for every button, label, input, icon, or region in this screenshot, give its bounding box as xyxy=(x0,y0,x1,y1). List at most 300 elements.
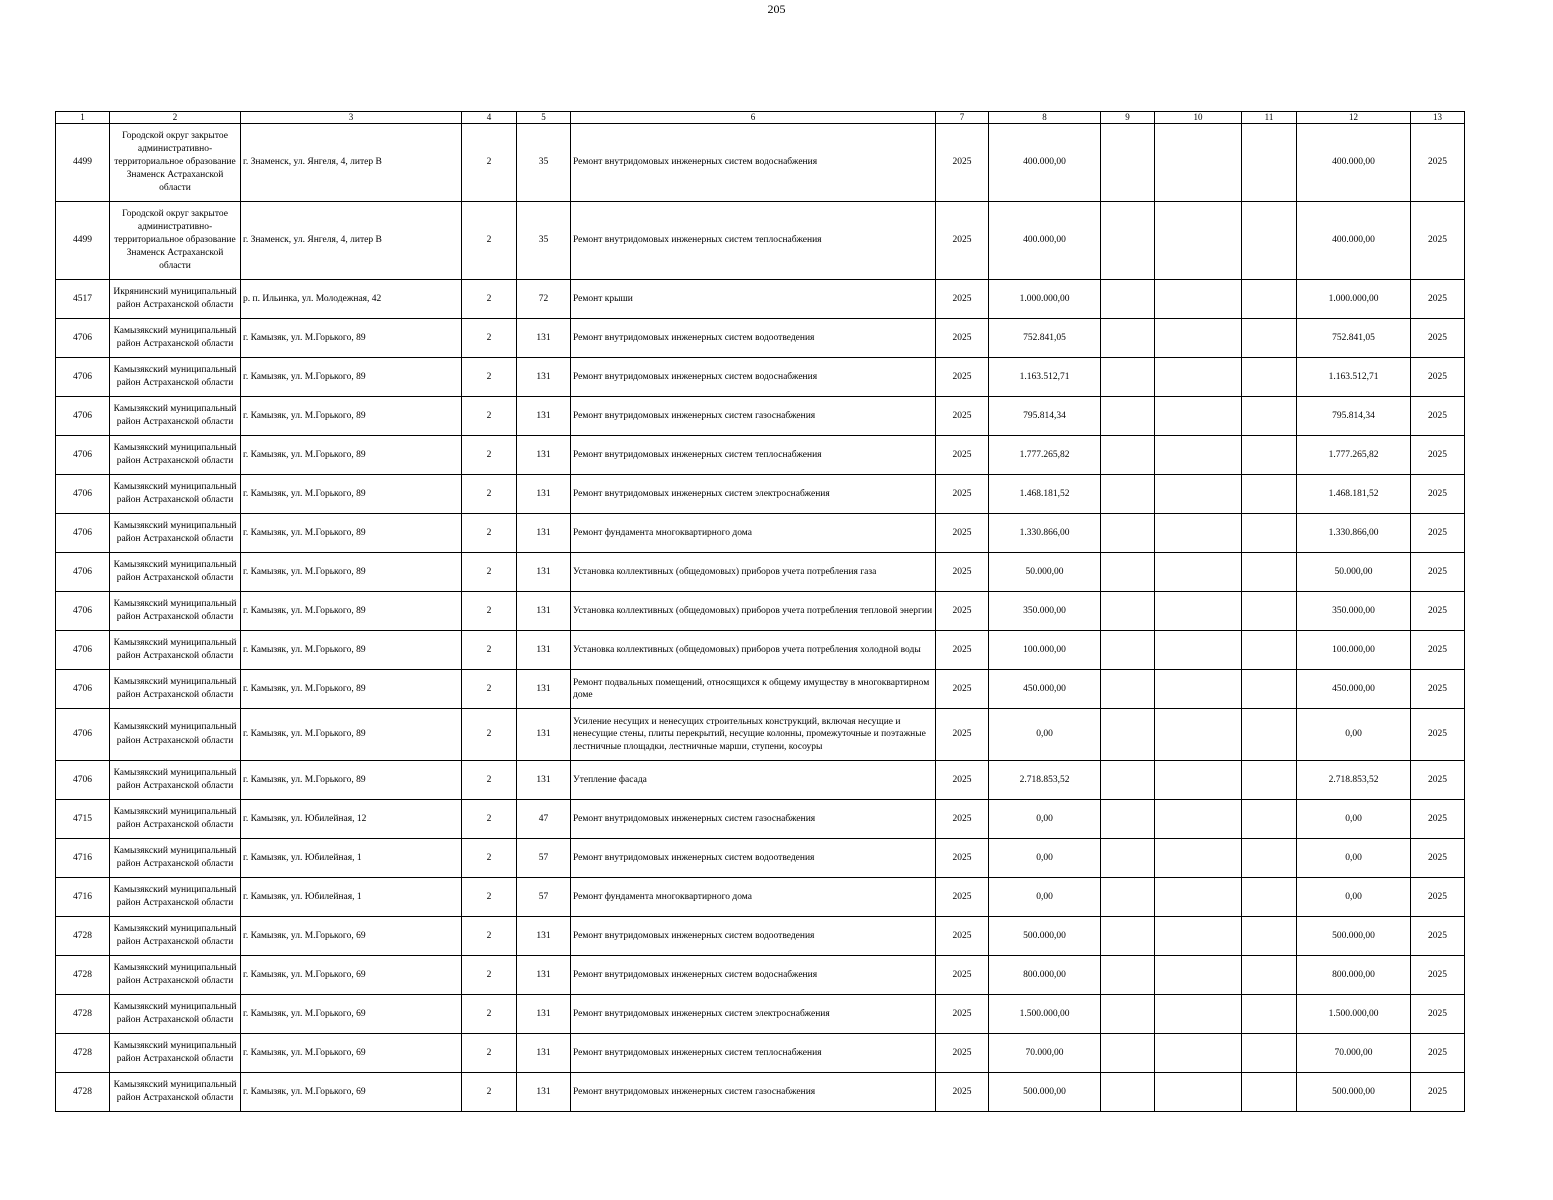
year-cell: 2025 xyxy=(936,592,989,631)
fund-cost-cell: 350.000,00 xyxy=(1297,592,1411,631)
row-number-cell: 4715 xyxy=(56,800,110,839)
row-number-cell: 4728 xyxy=(56,1073,110,1112)
completion-year-cell: 2025 xyxy=(1411,1034,1465,1073)
col11-cell xyxy=(1242,839,1297,878)
municipality-cell: Камызякский муниципальный район Астраханской области xyxy=(110,995,241,1034)
table-row xyxy=(56,1073,1465,1112)
address-cell: г. Камызяк, ул. М.Горького, 89 xyxy=(241,475,462,514)
table-row xyxy=(56,397,1465,436)
total-cost-cell: 2.718.853,52 xyxy=(989,761,1101,800)
total-cost-cell: 100.000,00 xyxy=(989,631,1101,670)
work-type-cell: Ремонт внутридомовых инженерных систем водоснабжения xyxy=(571,124,936,202)
col10-cell xyxy=(1155,475,1242,514)
col11-cell xyxy=(1242,878,1297,917)
year-cell: 2025 xyxy=(936,761,989,800)
work-type-cell: Ремонт внутридомовых инженерных систем электроснабжения xyxy=(571,475,936,514)
column-number-row xyxy=(56,112,1465,124)
fund-cost-cell: 0,00 xyxy=(1297,800,1411,839)
col4-cell: 2 xyxy=(462,202,517,280)
fund-cost-cell: 400.000,00 xyxy=(1297,202,1411,280)
col4-cell: 2 xyxy=(462,878,517,917)
municipality-cell: Камызякский муниципальный район Астраханской области xyxy=(110,436,241,475)
col10-cell xyxy=(1155,436,1242,475)
col5-cell: 35 xyxy=(517,124,571,202)
work-type-cell: Ремонт фундамента многоквартирного дома xyxy=(571,878,936,917)
completion-year-cell: 2025 xyxy=(1411,319,1465,358)
table-row xyxy=(56,878,1465,917)
address-cell: г. Камызяк, ул. М.Горького, 89 xyxy=(241,397,462,436)
work-type-cell: Ремонт внутридомовых инженерных систем газоснабжения xyxy=(571,800,936,839)
fund-cost-cell: 1.163.512,71 xyxy=(1297,358,1411,397)
col5-cell: 131 xyxy=(517,397,571,436)
col11-cell xyxy=(1242,514,1297,553)
col11-cell xyxy=(1242,358,1297,397)
col10-cell xyxy=(1155,397,1242,436)
table-row xyxy=(56,358,1465,397)
completion-year-cell: 2025 xyxy=(1411,917,1465,956)
table-row xyxy=(56,514,1465,553)
total-cost-cell: 0,00 xyxy=(989,709,1101,761)
work-type-cell: Ремонт внутридомовых инженерных систем водоснабжения xyxy=(571,358,936,397)
municipality-cell: Камызякский муниципальный район Астраханской области xyxy=(110,878,241,917)
address-cell: г. Камызяк, ул. М.Горького, 89 xyxy=(241,436,462,475)
col9-cell xyxy=(1101,709,1155,761)
column-number: 9 xyxy=(1101,112,1155,124)
year-cell: 2025 xyxy=(936,709,989,761)
completion-year-cell: 2025 xyxy=(1411,358,1465,397)
col11-cell xyxy=(1242,670,1297,709)
municipality-cell: Городской округ закрытое административно-территориальное образование Знаменск Астраханской области xyxy=(110,202,241,280)
fund-cost-cell: 70.000,00 xyxy=(1297,1034,1411,1073)
completion-year-cell: 2025 xyxy=(1411,670,1465,709)
row-number-cell: 4706 xyxy=(56,709,110,761)
col9-cell xyxy=(1101,592,1155,631)
column-number: 8 xyxy=(989,112,1101,124)
fund-cost-cell: 100.000,00 xyxy=(1297,631,1411,670)
municipality-cell: Камызякский муниципальный район Астраханской области xyxy=(110,670,241,709)
col9-cell xyxy=(1101,514,1155,553)
col5-cell: 57 xyxy=(517,878,571,917)
col4-cell: 2 xyxy=(462,670,517,709)
work-type-cell: Установка коллективных (общедомовых) приборов учета потребления газа xyxy=(571,553,936,592)
work-type-cell: Ремонт подвальных помещений, относящихся к общему имуществу в многоквартирном доме xyxy=(571,670,936,709)
address-cell: г. Знаменск, ул. Янгеля, 4, литер В xyxy=(241,202,462,280)
completion-year-cell: 2025 xyxy=(1411,631,1465,670)
col10-cell xyxy=(1155,956,1242,995)
address-cell: г. Камызяк, ул. М.Горького, 69 xyxy=(241,1034,462,1073)
year-cell: 2025 xyxy=(936,397,989,436)
column-number: 7 xyxy=(936,112,989,124)
municipality-cell: Камызякский муниципальный район Астраханской области xyxy=(110,800,241,839)
address-cell: г. Камызяк, ул. М.Горького, 69 xyxy=(241,917,462,956)
col5-cell: 131 xyxy=(517,1034,571,1073)
table-row xyxy=(56,709,1465,761)
table-row xyxy=(56,202,1465,280)
municipality-cell: Камызякский муниципальный район Астраханской области xyxy=(110,709,241,761)
fund-cost-cell: 500.000,00 xyxy=(1297,1073,1411,1112)
year-cell: 2025 xyxy=(936,1073,989,1112)
col5-cell: 35 xyxy=(517,202,571,280)
col5-cell: 131 xyxy=(517,995,571,1034)
total-cost-cell: 0,00 xyxy=(989,800,1101,839)
year-cell: 2025 xyxy=(936,800,989,839)
col11-cell xyxy=(1242,631,1297,670)
work-type-cell: Ремонт внутридомовых инженерных систем водоотведения xyxy=(571,917,936,956)
table-row xyxy=(56,553,1465,592)
completion-year-cell: 2025 xyxy=(1411,839,1465,878)
col9-cell xyxy=(1101,397,1155,436)
fund-cost-cell: 400.000,00 xyxy=(1297,124,1411,202)
col4-cell: 2 xyxy=(462,124,517,202)
col4-cell: 2 xyxy=(462,436,517,475)
table-row xyxy=(56,592,1465,631)
municipality-cell: Камызякский муниципальный район Астраханской области xyxy=(110,839,241,878)
col10-cell xyxy=(1155,670,1242,709)
completion-year-cell: 2025 xyxy=(1411,761,1465,800)
col11-cell xyxy=(1242,553,1297,592)
col11-cell xyxy=(1242,917,1297,956)
row-number-cell: 4706 xyxy=(56,475,110,514)
col11-cell xyxy=(1242,319,1297,358)
col9-cell xyxy=(1101,436,1155,475)
row-number-cell: 4728 xyxy=(56,995,110,1034)
municipality-cell: Камызякский муниципальный район Астраханской области xyxy=(110,631,241,670)
row-number-cell: 4706 xyxy=(56,592,110,631)
col10-cell xyxy=(1155,878,1242,917)
table-row xyxy=(56,475,1465,514)
col11-cell xyxy=(1242,709,1297,761)
col10-cell xyxy=(1155,709,1242,761)
municipality-cell: Камызякский муниципальный район Астраханской области xyxy=(110,917,241,956)
fund-cost-cell: 500.000,00 xyxy=(1297,917,1411,956)
column-number: 12 xyxy=(1297,112,1411,124)
fund-cost-cell: 1.777.265,82 xyxy=(1297,436,1411,475)
address-cell: г. Камызяк, ул. Юбилейная, 12 xyxy=(241,800,462,839)
col10-cell xyxy=(1155,358,1242,397)
year-cell: 2025 xyxy=(936,124,989,202)
col9-cell xyxy=(1101,1034,1155,1073)
address-cell: г. Камызяк, ул. М.Горького, 89 xyxy=(241,761,462,800)
work-type-cell: Установка коллективных (общедомовых) приборов учета потребления тепловой энергии xyxy=(571,592,936,631)
col4-cell: 2 xyxy=(462,397,517,436)
total-cost-cell: 400.000,00 xyxy=(989,202,1101,280)
address-cell: г. Камызяк, ул. М.Горького, 89 xyxy=(241,358,462,397)
fund-cost-cell: 1.468.181,52 xyxy=(1297,475,1411,514)
completion-year-cell: 2025 xyxy=(1411,995,1465,1034)
work-type-cell: Установка коллективных (общедомовых) приборов учета потребления холодной воды xyxy=(571,631,936,670)
table-row xyxy=(56,124,1465,202)
total-cost-cell: 795.814,34 xyxy=(989,397,1101,436)
address-cell: р. п. Ильинка, ул. Молодежная, 42 xyxy=(241,280,462,319)
capital-repair-table xyxy=(55,111,1465,1112)
completion-year-cell: 2025 xyxy=(1411,1073,1465,1112)
total-cost-cell: 0,00 xyxy=(989,878,1101,917)
year-cell: 2025 xyxy=(936,995,989,1034)
column-number: 1 xyxy=(56,112,110,124)
col11-cell xyxy=(1242,800,1297,839)
total-cost-cell: 500.000,00 xyxy=(989,1073,1101,1112)
col9-cell xyxy=(1101,631,1155,670)
fund-cost-cell: 1.330.866,00 xyxy=(1297,514,1411,553)
col5-cell: 131 xyxy=(517,631,571,670)
col4-cell: 2 xyxy=(462,514,517,553)
address-cell: г. Камызяк, ул. М.Горького, 89 xyxy=(241,709,462,761)
address-cell: г. Камызяк, ул. М.Горького, 89 xyxy=(241,670,462,709)
col5-cell: 131 xyxy=(517,1073,571,1112)
col10-cell xyxy=(1155,592,1242,631)
municipality-cell: Камызякский муниципальный район Астраханской области xyxy=(110,592,241,631)
municipality-cell: Камызякский муниципальный район Астраханской области xyxy=(110,514,241,553)
row-number-cell: 4706 xyxy=(56,397,110,436)
work-type-cell: Ремонт внутридомовых инженерных систем газоснабжения xyxy=(571,1073,936,1112)
col10-cell xyxy=(1155,1073,1242,1112)
completion-year-cell: 2025 xyxy=(1411,956,1465,995)
total-cost-cell: 70.000,00 xyxy=(989,1034,1101,1073)
year-cell: 2025 xyxy=(936,956,989,995)
col10-cell xyxy=(1155,202,1242,280)
work-type-cell: Усиление несущих и ненесущих строительных конструкций, включая несущие и ненесущие стены, плиты перекрытий, несущие колонны, промежуточные и поэтажные лестничные площадки, лестничные марши, ступени, косоуры xyxy=(571,709,936,761)
municipality-cell: Камызякский муниципальный район Астраханской области xyxy=(110,358,241,397)
col11-cell xyxy=(1242,124,1297,202)
col9-cell xyxy=(1101,1073,1155,1112)
col11-cell xyxy=(1242,475,1297,514)
col5-cell: 131 xyxy=(517,553,571,592)
fund-cost-cell: 50.000,00 xyxy=(1297,553,1411,592)
table-row xyxy=(56,995,1465,1034)
col11-cell xyxy=(1242,436,1297,475)
completion-year-cell: 2025 xyxy=(1411,280,1465,319)
col10-cell xyxy=(1155,631,1242,670)
year-cell: 2025 xyxy=(936,202,989,280)
fund-cost-cell: 0,00 xyxy=(1297,839,1411,878)
col4-cell: 2 xyxy=(462,761,517,800)
completion-year-cell: 2025 xyxy=(1411,124,1465,202)
address-cell: г. Камызяк, ул. М.Горького, 69 xyxy=(241,1073,462,1112)
total-cost-cell: 800.000,00 xyxy=(989,956,1101,995)
col4-cell: 2 xyxy=(462,839,517,878)
col11-cell xyxy=(1242,1034,1297,1073)
column-number: 3 xyxy=(241,112,462,124)
completion-year-cell: 2025 xyxy=(1411,592,1465,631)
col9-cell xyxy=(1101,202,1155,280)
col9-cell xyxy=(1101,878,1155,917)
year-cell: 2025 xyxy=(936,631,989,670)
work-type-cell: Ремонт внутридомовых инженерных систем водоотведения xyxy=(571,839,936,878)
year-cell: 2025 xyxy=(936,878,989,917)
row-number-cell: 4706 xyxy=(56,514,110,553)
table-row xyxy=(56,917,1465,956)
column-number: 11 xyxy=(1242,112,1297,124)
col10-cell xyxy=(1155,995,1242,1034)
fund-cost-cell: 0,00 xyxy=(1297,878,1411,917)
municipality-cell: Камызякский муниципальный район Астраханской области xyxy=(110,475,241,514)
total-cost-cell: 0,00 xyxy=(989,839,1101,878)
table-row xyxy=(56,670,1465,709)
col5-cell: 131 xyxy=(517,709,571,761)
row-number-cell: 4728 xyxy=(56,1034,110,1073)
fund-cost-cell: 1.000.000,00 xyxy=(1297,280,1411,319)
year-cell: 2025 xyxy=(936,670,989,709)
address-cell: г. Камызяк, ул. М.Горького, 89 xyxy=(241,553,462,592)
col10-cell xyxy=(1155,319,1242,358)
col4-cell: 2 xyxy=(462,917,517,956)
total-cost-cell: 1.330.866,00 xyxy=(989,514,1101,553)
row-number-cell: 4706 xyxy=(56,631,110,670)
year-cell: 2025 xyxy=(936,553,989,592)
total-cost-cell: 400.000,00 xyxy=(989,124,1101,202)
table-row xyxy=(56,956,1465,995)
work-type-cell: Ремонт фундамента многоквартирного дома xyxy=(571,514,936,553)
municipality-cell: Камызякский муниципальный район Астраханской области xyxy=(110,1034,241,1073)
municipality-cell: Камызякский муниципальный район Астраханской области xyxy=(110,319,241,358)
row-number-cell: 4499 xyxy=(56,124,110,202)
col10-cell xyxy=(1155,280,1242,319)
col4-cell: 2 xyxy=(462,319,517,358)
col5-cell: 131 xyxy=(517,514,571,553)
year-cell: 2025 xyxy=(936,514,989,553)
completion-year-cell: 2025 xyxy=(1411,514,1465,553)
total-cost-cell: 1.468.181,52 xyxy=(989,475,1101,514)
col4-cell: 2 xyxy=(462,1034,517,1073)
total-cost-cell: 1.777.265,82 xyxy=(989,436,1101,475)
fund-cost-cell: 752.841,05 xyxy=(1297,319,1411,358)
row-number-cell: 4706 xyxy=(56,761,110,800)
col11-cell xyxy=(1242,202,1297,280)
column-number: 13 xyxy=(1411,112,1465,124)
col5-cell: 57 xyxy=(517,839,571,878)
fund-cost-cell: 450.000,00 xyxy=(1297,670,1411,709)
col9-cell xyxy=(1101,553,1155,592)
col5-cell: 131 xyxy=(517,761,571,800)
address-cell: г. Камызяк, ул. М.Горького, 89 xyxy=(241,319,462,358)
fund-cost-cell: 1.500.000,00 xyxy=(1297,995,1411,1034)
total-cost-cell: 450.000,00 xyxy=(989,670,1101,709)
col10-cell xyxy=(1155,553,1242,592)
col4-cell: 2 xyxy=(462,592,517,631)
col9-cell xyxy=(1101,917,1155,956)
year-cell: 2025 xyxy=(936,319,989,358)
total-cost-cell: 1.163.512,71 xyxy=(989,358,1101,397)
col9-cell xyxy=(1101,956,1155,995)
year-cell: 2025 xyxy=(936,436,989,475)
col11-cell xyxy=(1242,592,1297,631)
address-cell: г. Камызяк, ул. Юбилейная, 1 xyxy=(241,878,462,917)
work-type-cell: Ремонт внутридомовых инженерных систем газоснабжения xyxy=(571,397,936,436)
row-number-cell: 4716 xyxy=(56,839,110,878)
col11-cell xyxy=(1242,397,1297,436)
col9-cell xyxy=(1101,319,1155,358)
work-type-cell: Ремонт внутридомовых инженерных систем водоотведения xyxy=(571,319,936,358)
col10-cell xyxy=(1155,514,1242,553)
col5-cell: 131 xyxy=(517,436,571,475)
col4-cell: 2 xyxy=(462,280,517,319)
column-number: 6 xyxy=(571,112,936,124)
col10-cell xyxy=(1155,124,1242,202)
col9-cell xyxy=(1101,475,1155,514)
table-row xyxy=(56,839,1465,878)
col9-cell xyxy=(1101,761,1155,800)
col11-cell xyxy=(1242,956,1297,995)
col5-cell: 131 xyxy=(517,956,571,995)
col5-cell: 47 xyxy=(517,800,571,839)
table-row xyxy=(56,1034,1465,1073)
col11-cell xyxy=(1242,280,1297,319)
row-number-cell: 4706 xyxy=(56,436,110,475)
col4-cell: 2 xyxy=(462,358,517,397)
year-cell: 2025 xyxy=(936,917,989,956)
completion-year-cell: 2025 xyxy=(1411,436,1465,475)
table-row xyxy=(56,436,1465,475)
fund-cost-cell: 800.000,00 xyxy=(1297,956,1411,995)
row-number-cell: 4706 xyxy=(56,670,110,709)
row-number-cell: 4706 xyxy=(56,358,110,397)
col10-cell xyxy=(1155,917,1242,956)
col4-cell: 2 xyxy=(462,995,517,1034)
row-number-cell: 4716 xyxy=(56,878,110,917)
col9-cell xyxy=(1101,670,1155,709)
year-cell: 2025 xyxy=(936,475,989,514)
total-cost-cell: 50.000,00 xyxy=(989,553,1101,592)
total-cost-cell: 350.000,00 xyxy=(989,592,1101,631)
col9-cell xyxy=(1101,280,1155,319)
row-number-cell: 4706 xyxy=(56,319,110,358)
work-type-cell: Ремонт внутридомовых инженерных систем теплоснабжения xyxy=(571,202,936,280)
address-cell: г. Камызяк, ул. М.Горького, 89 xyxy=(241,514,462,553)
row-number-cell: 4728 xyxy=(56,917,110,956)
municipality-cell: Икрянинский муниципальный район Астраханской области xyxy=(110,280,241,319)
row-number-cell: 4728 xyxy=(56,956,110,995)
year-cell: 2025 xyxy=(936,358,989,397)
col9-cell xyxy=(1101,995,1155,1034)
table-row xyxy=(56,280,1465,319)
fund-cost-cell: 795.814,34 xyxy=(1297,397,1411,436)
municipality-cell: Камызякский муниципальный район Астраханской области xyxy=(110,397,241,436)
fund-cost-cell: 2.718.853,52 xyxy=(1297,761,1411,800)
col4-cell: 2 xyxy=(462,956,517,995)
col4-cell: 2 xyxy=(462,1073,517,1112)
col5-cell: 131 xyxy=(517,592,571,631)
col10-cell xyxy=(1155,839,1242,878)
work-type-cell: Ремонт внутридомовых инженерных систем электроснабжения xyxy=(571,995,936,1034)
completion-year-cell: 2025 xyxy=(1411,709,1465,761)
col9-cell xyxy=(1101,358,1155,397)
completion-year-cell: 2025 xyxy=(1411,475,1465,514)
col4-cell: 2 xyxy=(462,553,517,592)
completion-year-cell: 2025 xyxy=(1411,202,1465,280)
col9-cell xyxy=(1101,800,1155,839)
work-type-cell: Ремонт крыши xyxy=(571,280,936,319)
work-type-cell: Ремонт внутридомовых инженерных систем теплоснабжения xyxy=(571,1034,936,1073)
col4-cell: 2 xyxy=(462,475,517,514)
completion-year-cell: 2025 xyxy=(1411,397,1465,436)
municipality-cell: Городской округ закрытое административно-территориальное образование Знаменск Астраханской области xyxy=(110,124,241,202)
address-cell: г. Камызяк, ул. М.Горького, 89 xyxy=(241,631,462,670)
total-cost-cell: 1.500.000,00 xyxy=(989,995,1101,1034)
completion-year-cell: 2025 xyxy=(1411,878,1465,917)
year-cell: 2025 xyxy=(936,1034,989,1073)
table-row xyxy=(56,631,1465,670)
work-type-cell: Утепление фасада xyxy=(571,761,936,800)
completion-year-cell: 2025 xyxy=(1411,553,1465,592)
address-cell: г. Знаменск, ул. Янгеля, 4, литер В xyxy=(241,124,462,202)
col9-cell xyxy=(1101,124,1155,202)
table-row xyxy=(56,319,1465,358)
column-number: 4 xyxy=(462,112,517,124)
total-cost-cell: 500.000,00 xyxy=(989,917,1101,956)
page-number: 205 xyxy=(767,2,786,16)
column-number: 2 xyxy=(110,112,241,124)
col4-cell: 2 xyxy=(462,631,517,670)
